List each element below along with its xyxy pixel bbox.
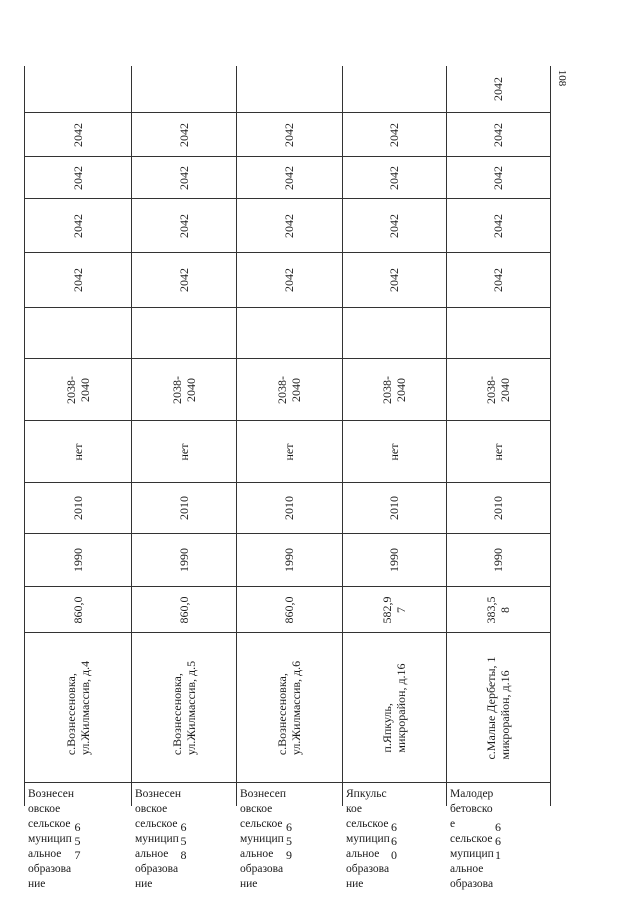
year-2-cell-text: 2010: [387, 496, 401, 520]
year-2042-col5: [236, 66, 342, 112]
address-cell-line: п.Япкуль,: [380, 702, 394, 753]
year-2042-col4: [131, 112, 236, 156]
owner-line: муницип: [28, 833, 72, 845]
year-2042-col2: [131, 198, 236, 252]
year-2-cell-text: 2010: [282, 496, 296, 520]
year-2042-col5: [342, 66, 446, 112]
status-cell: [131, 420, 236, 482]
row-number: [24, 820, 131, 862]
year-built-cell: [24, 533, 131, 586]
row-number-cell: [236, 806, 342, 866]
year-2042-col2: [446, 198, 550, 252]
address-cell: [236, 632, 342, 782]
year-2042-col3: [131, 156, 236, 198]
row-number-digit: 6: [495, 834, 501, 848]
area-cell: [131, 586, 236, 632]
year-2042-col2-text: 2042: [176, 213, 191, 238]
year-2-cell: [24, 482, 131, 533]
owner-line: ние: [240, 878, 258, 890]
row-number-cell: [24, 806, 131, 866]
row-number-digit: 0: [391, 848, 397, 862]
year-built-cell: [236, 533, 342, 586]
year-2042-col2-text: 2042: [491, 213, 505, 238]
table-row: [24, 66, 131, 890]
repair-period-line: 2038-: [275, 375, 289, 404]
year-built-cell: [446, 533, 550, 586]
repair-period-text: [275, 376, 303, 404]
year-2-cell-text: 2010: [176, 496, 191, 520]
owner-line: сельское: [450, 833, 493, 845]
row-number: [342, 820, 446, 862]
year-built-cell-text: 1990: [282, 548, 296, 572]
repair-period-text: [484, 376, 512, 404]
repair-period-text: [380, 376, 408, 404]
status-cell: [342, 420, 446, 482]
row-number-digit: 5: [180, 834, 187, 848]
owner-line: ние: [28, 878, 46, 890]
year-2042-col1-text: 2042: [282, 268, 296, 292]
repair-period-line: 2038-: [484, 375, 498, 404]
address-cell-text: [380, 663, 408, 752]
repair-period-text: [170, 376, 198, 404]
owner-line: ние: [346, 878, 364, 890]
repair-period-line: 2040: [77, 377, 92, 402]
status-cell-text: нет: [176, 443, 191, 460]
year-2042-col5-text: 2042: [491, 77, 505, 101]
row-number-digit: 6: [74, 820, 81, 834]
row-number-digit: 6: [391, 820, 397, 834]
owner-line: альное: [28, 848, 62, 860]
owner-line: альное: [346, 848, 380, 860]
status-cell-text: нет: [282, 443, 296, 460]
year-built-cell: [342, 533, 446, 586]
row-number: [236, 820, 342, 862]
address-cell: [131, 632, 236, 782]
area-cell-line: 7: [394, 606, 408, 613]
year-2042-col1: [131, 252, 236, 307]
area-cell-line: 860,0: [282, 596, 296, 623]
row-number-digit: 8: [180, 848, 187, 862]
year-built-cell-text: 1990: [387, 548, 401, 572]
year-built-cell-text: 1990: [491, 548, 505, 572]
year-2042-col2: [236, 198, 342, 252]
row-number: [446, 820, 550, 862]
owner-line: образова: [135, 863, 179, 875]
year-2042-col4: [446, 112, 550, 156]
address-cell-line: с.Малые Дербеты, 1: [484, 655, 498, 760]
owner-line: Вознесен: [28, 788, 75, 800]
year-2042-col3-text: 2042: [387, 165, 401, 190]
empty-cell: [236, 307, 342, 358]
year-2042-col1: [342, 252, 446, 307]
empty-cell: [446, 307, 550, 358]
owner-cell: [131, 782, 236, 890]
year-2042-col2-text: 2042: [282, 213, 296, 238]
year-2042-col4-text: 2042: [387, 122, 401, 147]
owner-line: бетовско: [450, 803, 493, 815]
table-row: [446, 66, 550, 890]
address-cell-line: ул.Жилмассив, д.5: [183, 660, 198, 755]
area-cell-text: [177, 596, 191, 623]
year-2042-col2-text: 2042: [387, 213, 401, 238]
area-cell: [24, 586, 131, 632]
row-number-digit: 6: [495, 820, 501, 834]
owner-line: Вознесеп: [240, 788, 287, 800]
year-2042-col1: [236, 252, 342, 307]
year-2-cell-text: 2010: [70, 496, 85, 520]
repair-period: [24, 358, 131, 420]
year-2042-col1-text: 2042: [176, 268, 191, 292]
address-cell-line: с.Вознесеновка,: [63, 672, 78, 755]
row-number-digit: 6: [180, 820, 187, 834]
row-number-digit: 5: [74, 834, 81, 848]
address-cell-line: микрорайон, д.16: [394, 662, 408, 753]
year-2042-col1: [446, 252, 550, 307]
year-2042-col1: [24, 252, 131, 307]
address-cell: [24, 632, 131, 782]
year-2042-col3: [236, 156, 342, 198]
address-cell-line: микрорайон, д.16: [498, 669, 512, 760]
status-cell-text: нет: [70, 443, 85, 460]
year-2042-col4-text: 2042: [176, 122, 191, 147]
year-2042-col5: [131, 66, 236, 112]
repair-period-line: 2040: [289, 377, 303, 402]
owner-line: муницип: [135, 833, 179, 845]
address-cell-text: [64, 660, 92, 754]
address-cell: [446, 632, 550, 782]
year-2-cell: [342, 482, 446, 533]
year-2042-col4: [236, 112, 342, 156]
address-cell-line: ул.Жилмассив, д.6: [289, 660, 303, 755]
page-number: 108: [556, 69, 568, 87]
row-number-digit: 5: [286, 834, 292, 848]
row-number-cell: [131, 806, 236, 866]
year-2042-col4-text: 2042: [70, 122, 85, 147]
year-2-cell: [236, 482, 342, 533]
year-2042-col2: [24, 198, 131, 252]
status-cell-text: нет: [491, 443, 505, 460]
year-2042-col4-text: 2042: [491, 122, 505, 147]
area-cell-line: 860,0: [176, 596, 191, 623]
area-cell-line: 860,0: [70, 596, 85, 623]
area-cell-text: [380, 596, 408, 623]
year-2042-col3: [342, 156, 446, 198]
owner-line: мупицип: [450, 848, 494, 860]
owner-line: альное: [240, 848, 274, 860]
repair-period-line: 2038-: [380, 375, 394, 404]
area-cell-text: [282, 596, 296, 623]
address-cell-text: [484, 656, 512, 759]
owner-line: сельское: [346, 818, 389, 830]
owner-cell: [236, 782, 342, 890]
table-row: [342, 66, 446, 890]
owner-line: образова: [240, 863, 284, 875]
row-divider: [550, 66, 551, 806]
year-2042-col5: [24, 66, 131, 112]
year-2042-col2: [342, 198, 446, 252]
owner-line: альное: [450, 863, 484, 875]
row-number-digit: 6: [391, 834, 397, 848]
repair-period-line: 2038-: [169, 375, 184, 404]
address-cell-text: [275, 660, 303, 754]
owner-line: образова: [450, 878, 494, 890]
year-built-cell-text: 1990: [70, 548, 85, 572]
repair-period: [446, 358, 550, 420]
owner-line: образова: [28, 863, 72, 875]
owner-cell: [24, 782, 131, 890]
year-2042-col3: [446, 156, 550, 198]
area-cell-line: 582,9: [380, 596, 394, 623]
repair-period: [236, 358, 342, 420]
owner-cell: [446, 782, 550, 890]
row-number-digit: 9: [286, 848, 292, 862]
repair-period: [342, 358, 446, 420]
owner-line: е: [450, 818, 456, 830]
year-built-cell: [131, 533, 236, 586]
status-cell-text: нет: [387, 443, 401, 460]
row-number-digit: 7: [74, 848, 81, 862]
status-cell: [236, 420, 342, 482]
owner-line: овское: [28, 803, 61, 815]
status-cell: [446, 420, 550, 482]
area-cell-text: [71, 596, 85, 623]
address-cell-line: с.Вознесеновка,: [169, 672, 184, 755]
owner-line: муницип: [240, 833, 284, 845]
year-2042-col3: [24, 156, 131, 198]
repair-period-line: 2040: [498, 377, 512, 402]
owner-line: сельское: [135, 818, 178, 830]
repair-period: [131, 358, 236, 420]
owner-line: Малодер: [450, 788, 494, 800]
table-row: [131, 66, 236, 890]
year-2042-col4-text: 2042: [282, 122, 296, 147]
repair-period-line: 2040: [394, 377, 408, 402]
year-2-cell-text: 2010: [491, 496, 505, 520]
owner-line: сельское: [240, 818, 283, 830]
row-number: [131, 820, 236, 862]
owner-line: овское: [240, 803, 273, 815]
year-2042-col2-text: 2042: [70, 213, 85, 238]
year-2042-col1-text: 2042: [70, 268, 85, 292]
year-2042-col5: [446, 66, 550, 112]
year-2042-col3-text: 2042: [491, 165, 505, 190]
owner-line: образова: [346, 863, 390, 875]
empty-cell: [24, 307, 131, 358]
owner-line: мупицип: [346, 833, 390, 845]
year-2042-col1-text: 2042: [491, 268, 505, 292]
year-2042-col3-text: 2042: [176, 165, 191, 190]
empty-cell: [342, 307, 446, 358]
address-cell-line: ул.Жилмассив, д.4: [77, 660, 92, 755]
year-2042-col1-text: 2042: [387, 268, 401, 292]
owner-line: кое: [346, 803, 362, 815]
year-2-cell: [446, 482, 550, 533]
owner-line: альное: [135, 848, 169, 860]
owner-line: сельское: [28, 818, 71, 830]
year-built-cell-text: 1990: [176, 548, 191, 572]
year-2042-col4: [24, 112, 131, 156]
empty-cell: [131, 307, 236, 358]
owner-line: овское: [135, 803, 168, 815]
year-2042-col4: [342, 112, 446, 156]
area-cell: [342, 586, 446, 632]
owner-line: Вознесен: [135, 788, 182, 800]
address-cell-line: с.Вознесеновка,: [275, 672, 289, 755]
repair-period-text: [64, 376, 92, 404]
owner-line: Япкульс: [346, 788, 387, 800]
row-number-digit: 6: [286, 820, 292, 834]
table-row: [236, 66, 342, 890]
address-cell: [342, 632, 446, 782]
area-cell-text: [484, 596, 512, 623]
status-cell: [24, 420, 131, 482]
year-2042-col3-text: 2042: [70, 165, 85, 190]
year-2-cell: [131, 482, 236, 533]
owner-cell: [342, 782, 446, 890]
repair-period-line: 2038-: [63, 375, 78, 404]
area-cell-line: 383,5: [484, 596, 498, 623]
repair-period-line: 2040: [183, 377, 198, 402]
year-2042-col3-text: 2042: [282, 165, 296, 190]
row-number-cell: [446, 806, 550, 866]
address-cell-text: [170, 660, 198, 754]
row-number-cell: [342, 806, 446, 866]
area-cell: [236, 586, 342, 632]
owner-line: ние: [135, 878, 153, 890]
area-cell-line: 8: [498, 606, 512, 613]
row-number-digit: 1: [495, 848, 501, 862]
area-cell: [446, 586, 550, 632]
